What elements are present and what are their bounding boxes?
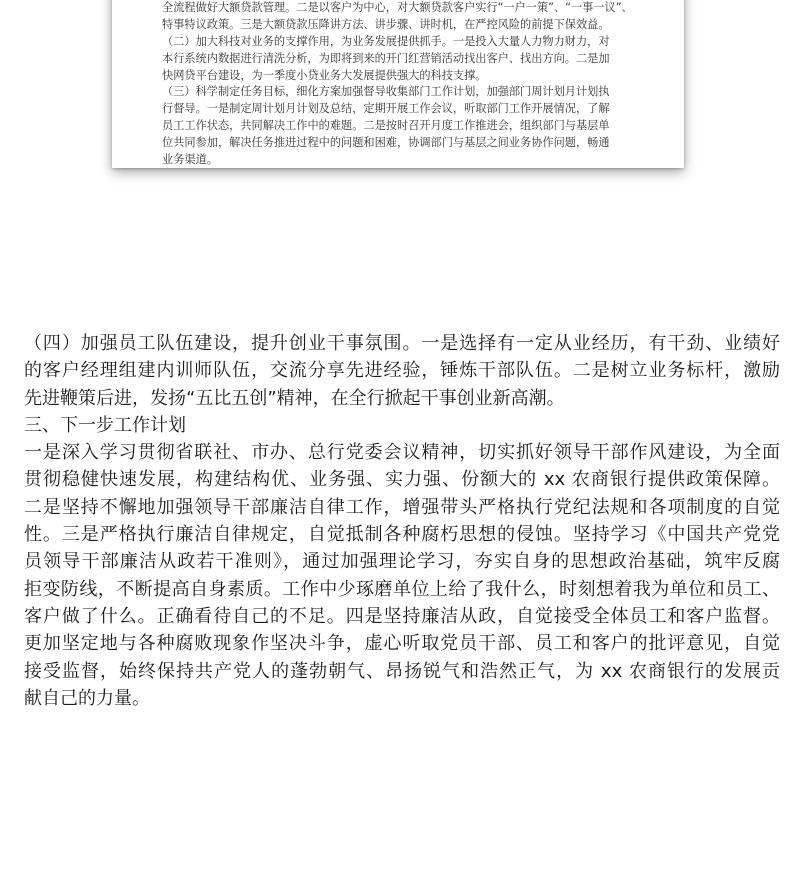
body-line: （四）加强员工队伍建设，提升创业干事氛围。一是选择有一定从业经历，有干劲、业绩好 — [24, 333, 780, 354]
body-line: 一是深入学习贯彻省联社、市办、总行党委会议精神，切实抓好领导干部作风建设，为全面 — [24, 442, 780, 464]
body-line: 献自己的力量。 — [24, 687, 150, 709]
preview-line: 全流程做好大额贷款管理。二是以客户为中心，对大额贷款客户实行“一户一策”、“一事一议”、 — [162, 1, 633, 14]
body-line: 客户做了什么。正确看待自己的不足。四是坚持廉洁从政，自觉接受全体员工和客户监督。 — [24, 605, 780, 627]
body-line: 性。三是严格执行廉洁自律规定，自觉抵制各种腐朽思想的侵蚀。坚持学习《中国共产党党 — [24, 524, 780, 546]
body-line: 的客户经理组建内训师队伍，交流分享先进经验，锤炼干部队伍。二是树立业务标杆，激励 — [24, 360, 780, 382]
preview-line: 快网贷平台建设，为一季度小贷业务大发展提供强大的科技支撑。 — [162, 68, 487, 82]
preview-line: （二）加大科技对业务的支撑作用，为业务发展提供抓手。一是投入大量人力物力财力，对 — [162, 34, 610, 48]
body-line: 贯彻稳健快速发展，构建结构优、业务强、实力强、份额大的 xx 农商银行提供政策保障。 — [24, 469, 780, 491]
preview-line: 特事特议政策。三是大额贷款压降讲方法、讲步骤、讲时机，在严控风险的前提下保效益。 — [162, 17, 610, 31]
body-line: 拒变防线，不断提高自身素质。工作中少琢磨单位上给了我什么，时刻想着我为单位和员工、 — [24, 578, 780, 600]
main-body-text — [24, 330, 780, 712]
preview-line: （三）科学制定任务目标，细化方案加强督导收集部门工作计划，加强部门周计划月计划执 — [162, 85, 610, 99]
body-line: 二是坚持不懈地加强领导干部廉洁自律工作，增强带头严格执行党纪法规和各项制度的自觉 — [24, 496, 780, 518]
document-preview-card — [112, 0, 684, 168]
body-line: 员领导干部廉洁从政若干准则》，通过加强理论学习，夯实自身的思想政治基础，筑牢反腐 — [24, 551, 780, 573]
preview-line: 位共同参加，解决任务推进过程中的问题和困难，协调部门与基层之间业务协作问题，畅通 — [162, 136, 610, 150]
document-preview-text — [162, 0, 652, 168]
preview-line: 行督导。一是制定周计划月计划及总结，定期开展工作会议，听取部门工作开展情况，了解 — [162, 102, 610, 116]
preview-line: 员工工作状态，共同解决工作中的难题。二是按时召开月度工作推进会，组织部门与基层单 — [162, 119, 610, 133]
body-line: 先进鞭策后进，发扬“五比五创”精神，在全行掀起干事创业新高潮。 — [24, 387, 565, 409]
preview-line: 业务渠道。 — [162, 153, 218, 167]
body-line: 更加坚定地与各种腐败现象作坚决斗争，虚心听取党员干部、员工和客户的批评意见，自觉 — [24, 633, 780, 655]
section-heading: 三、下一步工作计划 — [24, 414, 186, 436]
preview-line: 本行系统内数据进行清洗分析，为即将到来的开门红营销活动找出客户、找出方向。二是加 — [162, 51, 610, 65]
body-line: 接受监督，始终保持共产党人的蓬勃朝气、昂扬锐气和浩然正气，为 xx 农商银行的发展贡 — [24, 660, 780, 682]
